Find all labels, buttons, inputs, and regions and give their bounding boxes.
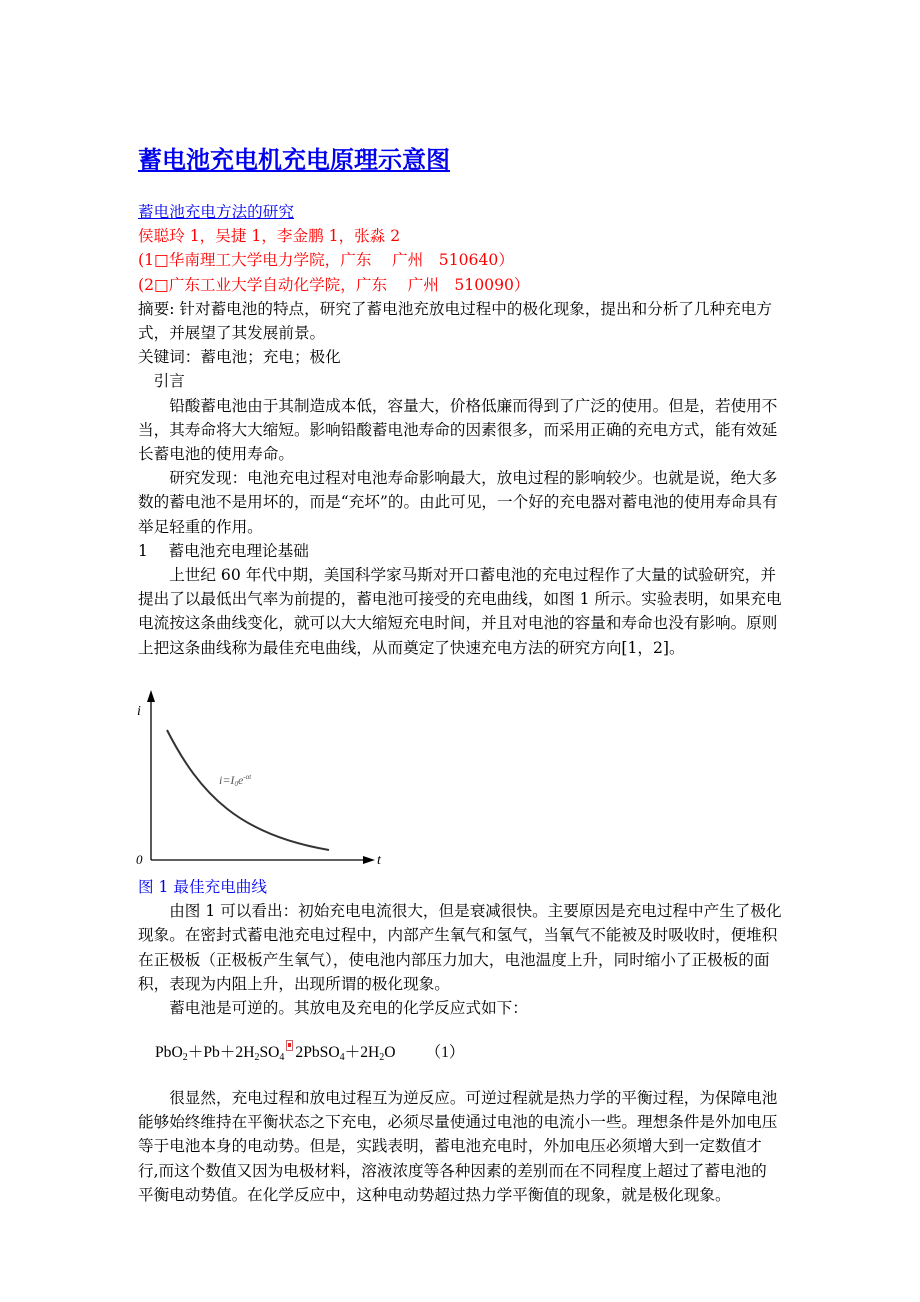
eq-sub: 2 [379,1052,385,1063]
charging-curve [167,730,329,850]
eq-term: PbO [155,1044,183,1061]
affiliation-1: (1□华南理工大学电力学院，广东 广州 510640） [138,251,514,270]
eq-term: 2PbSO [295,1044,340,1061]
paragraph: 上世纪 60 年代中期，美国科学家马斯对开口蓄电池的充电过程作了大量的试验研究，并提出了以最低出气率为前提的，蓄电池可接受的充电曲线，如图 1 所示。实验表明，如果充电电流按这条曲线变化，就可以大大缩短充电时间，并且对电池的容量和寿命也没有影响。原则上把这条曲线称为最佳充电曲线，从而奠定了快速充电方法的研究方向[1，2]。 [138,566,782,657]
eq-sub: 4 [339,1052,345,1063]
x-axis-arrow-icon [363,856,375,864]
figure-section [138,875,782,1020]
paragraph: 蓄电池是可逆的。其放电及充电的化学反应式如下： [169,999,528,1018]
article-header [138,200,782,660]
abstract: 摘要: 针对蓄电池的特点，研究了蓄电池充放电过程中的极化现象，提出和分析了几种充电方式，并展望了其发展前景。 [138,299,772,343]
eq-sub: 2 [182,1052,188,1063]
eq-term: SO [259,1044,280,1061]
charging-curve-figure [130,685,400,870]
paragraph: 很显然，充电过程和放电过程互为逆反应。可逆过程就是热力学的平衡过程，为保障电池能够始终维持在平衡状态之下充电，必须尽量使通过电池的电流小一些。理想条件是外加电压等于电池本身的电动势。但是，实践表明，蓄电池充电时，外加电压必须增大到一定数值才行,而这个数值又因为电极材料，溶液浓度等各种因素的差别而在不同程度上超过了蓄电池的平衡电动势值。在化学反应中，这种电动势超过热力学平衡值的现象，就是极化现象。 [138,1089,778,1204]
page-title[interactable]: 蓄电池充电机充电原理示意图 [138,146,450,174]
origin-label: 0 [136,852,143,867]
curve-formula: $i=I0e^{-\alpha t}$ [219,773,252,788]
y-axis-label: i [137,704,141,719]
intro-heading: 引言 [153,372,185,391]
x-axis-label: t [377,853,381,868]
equation-number: （1） [425,1044,465,1061]
authors: 侯聪玲 1，吴捷 1，李金鹏 1，张淼 2 [138,227,401,246]
eq-term: ＋2H [344,1044,380,1061]
eq-sub: 4 [279,1052,285,1063]
chemical-equation [155,1040,465,1063]
broken-image-icon [286,1040,293,1051]
eq-sub: 2 [254,1052,260,1063]
eq-term: ＋Pb＋2H [187,1044,255,1061]
affiliation-2: (2□广东工业大学自动化学院，广东 广州 510090） [138,275,530,294]
paragraph: 由图 1 可以看出：初始充电电流很大，但是衰减很快。主要原因是充电过程中产生了极化现象。在密封式蓄电池充电过程中，内部产生氧气和氢气，当氧气不能被及时吸收时，便堆积在正极板（正极板产生氧气），使电池内部压力加大，电池温度上升，同时缩小了正极板的面积，表现为内阻上升，出现所谓的极化现象。 [138,902,782,993]
article-title-link[interactable]: 蓄电池充电方法的研究 [138,203,294,221]
final-section [138,1086,782,1207]
paragraph: 铅酸蓄电池由于其制造成本低，容量大，价格低廉而得到了广泛的使用。但是，若使用不当，其寿命将大大缩短。影响铅酸蓄电池寿命的因素很多，而采用正确的充电方式，能有效延长蓄电池的使用寿命。 [138,396,778,464]
section-heading: 1 蓄电池充电理论基础 [138,541,309,560]
figure-caption: 图 1 最佳充电曲线 [138,878,267,896]
keywords: 关键词：蓄电池；充电；极化 [138,348,341,367]
eq-term: O [384,1044,396,1061]
paragraph: 研究发现：电池充电过程对电池寿命影响最大，放电过程的影响较少。也就是说，绝大多数的蓄电池不是用坏的，而是“充坏”的。由此可见，一个好的充电器对蓄电池的使用寿命具有举足轻重的作用。 [138,469,778,536]
y-axis-arrow-icon [147,690,155,702]
